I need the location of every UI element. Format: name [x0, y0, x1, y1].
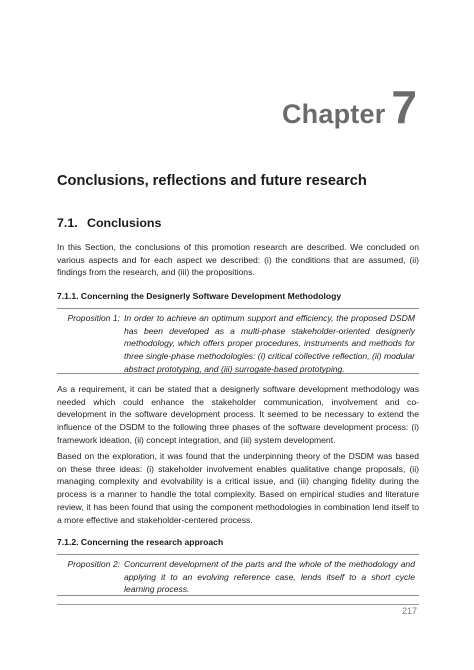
- subsection-1-title: 7.1.1. Concerning the Designerly Software Development Methodology: [57, 291, 342, 301]
- chapter-title: Conclusions, reflections and future research: [57, 173, 367, 189]
- subsection-1-paragraph-1: As a requirement, it can be stated that a designerly software development methodology was needed which could enhance the stakeholder communication, involvement and co-development in the software development process. It seemed to be necessary to extend the influence of the DSDM to the following three phases of the software development process: (i) framework ideation, (ii) concept integration, and (iii) system development.: [57, 384, 419, 445]
- subsection-2-title: 7.1.2. Concerning the research approach: [57, 537, 224, 547]
- section-title: [57, 216, 161, 230]
- chapter-heading: [281, 81, 417, 133]
- section-title-text: Conclusions: [87, 216, 162, 230]
- proposition-2-label: Proposition 2:: [67, 559, 120, 569]
- proposition-1-box: [57, 308, 419, 374]
- proposition-1-label: Proposition 1:: [67, 313, 120, 323]
- chapter-word: Chapter: [281, 99, 386, 129]
- page-number: 217: [401, 606, 417, 616]
- proposition-2-text: Concurrent development of the parts and the whole of the methodology and applying it to an evolving reference case, lends itself to a short cycle learning process.: [124, 559, 415, 595]
- proposition-1-text: In order to achieve an optimum support and efficiency, the proposed DSDM has been developed as a multi-phase stakeholder-oriented designerly methodology, which offers proper procedures, instruments and methods for three single-phase methodologies: (i) critical collective reflection, (ii) modular abstract prototyping, and (iii) surrogate-based prototyping.: [124, 313, 415, 374]
- footer-divider: [57, 604, 419, 605]
- section-number: 7.1.: [57, 216, 78, 230]
- subsection-1-paragraph-2: Based on the exploration, it was found that the underpinning theory of the DSDM was based on these three ideas: (i) stakeholder involvement enables qualitative change proposals, (ii) managing complexity and evolvability is a critical issue, and (iii) changing fidelity during the process is a manner to handle the total complexity. Based on empirical studies and literature review, it has been found that using the component methodologies in combination lend itself to a more effective and stakeholder-centered process.: [57, 451, 419, 525]
- intro-paragraph: In this Section, the conclusions of this promotion research are described. We concluded on various aspects and for each aspect we described: (i) the conditions that are assumed, (ii) findings from the research, and (iii) the propositions.: [57, 242, 419, 278]
- chapter-number: 7: [391, 81, 417, 133]
- proposition-2-box: [57, 554, 419, 596]
